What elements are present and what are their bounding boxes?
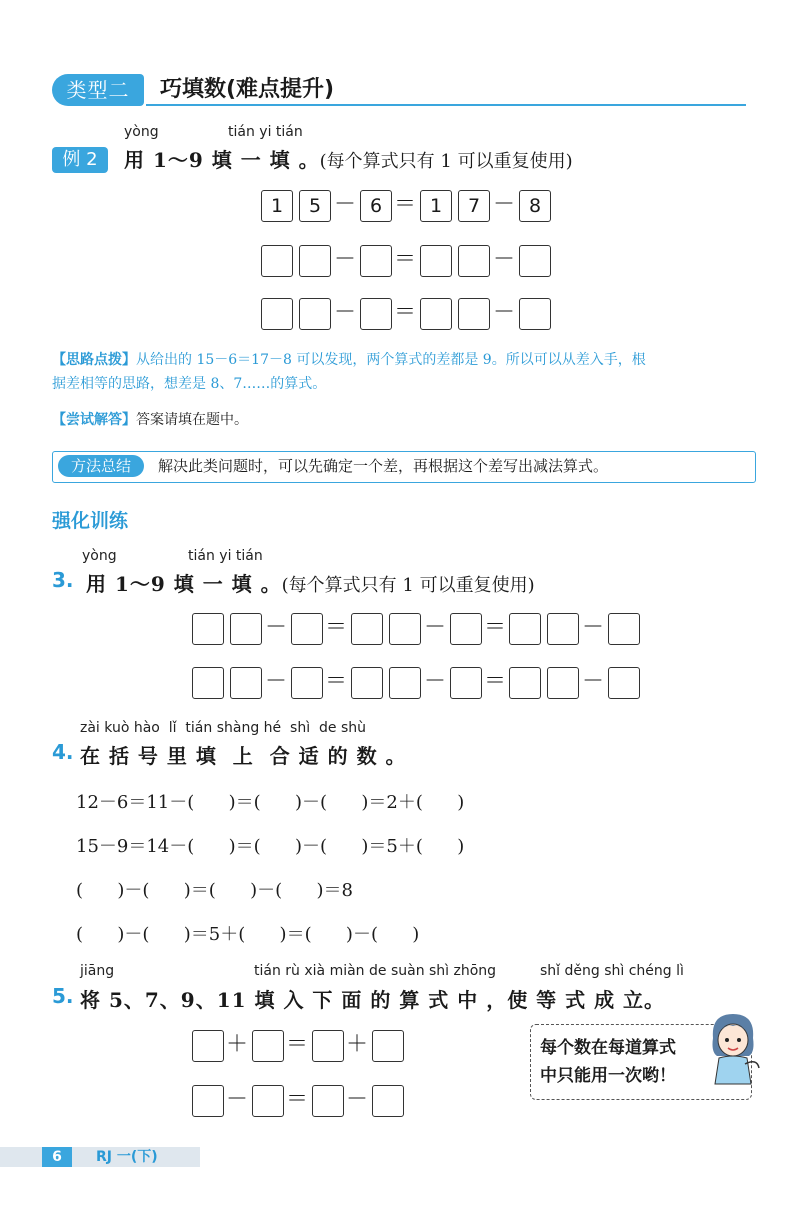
answer-box[interactable] — [299, 245, 331, 277]
example-question: 用 1～9 填 一 填 。(每个算式只有 1 可以重复使用) — [124, 148, 573, 172]
minus-sign: － — [492, 192, 515, 217]
equals-sign: ＝ — [393, 192, 416, 217]
minus-sign: － — [333, 192, 356, 217]
answer-box[interactable] — [360, 245, 392, 277]
answer-box[interactable] — [351, 667, 383, 699]
minus-sign: － — [345, 1087, 368, 1112]
answer-box[interactable] — [312, 1085, 344, 1117]
answer-box[interactable] — [608, 613, 640, 645]
answer-box[interactable] — [519, 245, 551, 277]
minus-sign: － — [581, 615, 604, 640]
minus-sign: － — [492, 300, 515, 325]
pinyin-jiang: jiāng — [80, 963, 115, 979]
answer-box[interactable] — [372, 1030, 404, 1062]
example-badge: 例 2 — [52, 147, 108, 173]
analysis-hint: 【思路点拨】从给出的 15－6＝17－8 可以发现，两个算式的差都是 9。所以可以从差入手，根 据差相等的思路，想差是 8、7……的算式。 — [52, 352, 646, 392]
answer-box[interactable] — [420, 298, 452, 330]
pinyin-tian: tián yi tián — [228, 124, 303, 140]
minus-sign: － — [333, 300, 356, 325]
answer-box[interactable] — [192, 613, 224, 645]
answer-box: 1 — [420, 190, 452, 222]
section-title: 强化训练 — [52, 510, 129, 532]
answer-hint: 【尝试解答】答案请填在题中。 — [52, 412, 248, 428]
minus-sign: － — [333, 247, 356, 272]
answer-box[interactable] — [192, 1085, 224, 1117]
pinyin-tian: tián yi tián — [188, 548, 263, 564]
footer-text: RJ 一(下) — [96, 1149, 158, 1165]
minus-sign: － — [264, 615, 287, 640]
answer-box[interactable] — [261, 298, 293, 330]
method-badge: 方法总结 — [58, 455, 144, 477]
answer-box[interactable] — [351, 613, 383, 645]
minus-sign: － — [581, 669, 604, 694]
pinyin-tian-ru: tián rù xià miàn de suàn shì zhōng — [254, 963, 497, 979]
answer-box[interactable] — [192, 1030, 224, 1062]
answer-box: 7 — [458, 190, 490, 222]
minus-sign: － — [225, 1087, 248, 1112]
answer-box[interactable] — [372, 1085, 404, 1117]
answer-box[interactable] — [509, 613, 541, 645]
page-number: 6 — [42, 1147, 72, 1167]
answer-box[interactable] — [420, 245, 452, 277]
pinyin-yong: yòng — [82, 548, 117, 564]
equals-sign: ＝ — [285, 1087, 308, 1112]
minus-sign: － — [492, 247, 515, 272]
plus-sign: ＋ — [345, 1032, 368, 1057]
question-number: 4. — [52, 740, 74, 764]
minus-sign: － — [423, 615, 446, 640]
equals-sign: ＝ — [324, 669, 347, 694]
answer-box[interactable] — [389, 667, 421, 699]
q5-question: 将 5、7、9、11 填 入 下 面 的 算 式 中 ，使 等 式 成 立。 — [80, 988, 666, 1012]
question-number: 3. — [52, 568, 74, 592]
equals-sign: ＝ — [393, 300, 416, 325]
equals-sign: ＝ — [393, 247, 416, 272]
answer-box[interactable] — [230, 667, 262, 699]
q4-equation[interactable]: ( )－( )＝5＋( )＝( )－( ) — [76, 924, 420, 945]
answer-box[interactable] — [608, 667, 640, 699]
answer-box[interactable] — [547, 613, 579, 645]
answer-box: 1 — [261, 190, 293, 222]
answer-box: 8 — [519, 190, 551, 222]
answer-box[interactable] — [252, 1030, 284, 1062]
pinyin-shi-deng: shǐ děng shì chéng lì — [540, 963, 684, 979]
answer-box[interactable] — [291, 667, 323, 699]
answer-box: 5 — [299, 190, 331, 222]
pinyin-yong: yòng — [124, 124, 159, 140]
type-title: 巧填数(难点提升) — [160, 77, 335, 102]
answer-box[interactable] — [360, 298, 392, 330]
q4-equation[interactable]: 15－9＝14－( )＝( )－( )＝5＋( ) — [76, 836, 465, 857]
answer-box[interactable] — [450, 613, 482, 645]
answer-box[interactable] — [509, 667, 541, 699]
answer-box[interactable] — [312, 1030, 344, 1062]
method-text: 解决此类问题时，可以先确定一个差，再根据这个差写出减法算式。 — [158, 457, 609, 475]
equals-sign: ＝ — [285, 1032, 308, 1057]
answer-box[interactable] — [458, 298, 490, 330]
equals-sign: ＝ — [483, 615, 506, 640]
cartoon-girl-icon — [705, 1008, 761, 1088]
q4-pinyin: zài kuò hào lǐ tián shàng hé shì de shù — [80, 720, 367, 736]
answer-box[interactable] — [261, 245, 293, 277]
q4-equation[interactable]: ( )－( )＝( )－( )＝8 — [76, 880, 353, 901]
answer-box[interactable] — [450, 667, 482, 699]
minus-sign: － — [423, 669, 446, 694]
tip-text: 每个数在每道算式 中只能用一次哟！ — [540, 1038, 676, 1086]
answer-box: 6 — [360, 190, 392, 222]
divider — [146, 104, 746, 106]
q4-question: 在 括 号 里 填 上 合 适 的 数 。 — [80, 744, 407, 768]
answer-box[interactable] — [547, 667, 579, 699]
answer-box[interactable] — [252, 1085, 284, 1117]
minus-sign: － — [264, 669, 287, 694]
answer-box[interactable] — [192, 667, 224, 699]
answer-box[interactable] — [230, 613, 262, 645]
answer-box[interactable] — [299, 298, 331, 330]
q4-equation[interactable]: 12－6＝11－( )＝( )－( )＝2＋( ) — [76, 792, 465, 813]
answer-box[interactable] — [291, 613, 323, 645]
answer-box[interactable] — [519, 298, 551, 330]
q3-question: 用 1～9 填 一 填 。(每个算式只有 1 可以重复使用) — [86, 572, 535, 596]
question-number: 5. — [52, 984, 74, 1008]
answer-box[interactable] — [458, 245, 490, 277]
answer-box[interactable] — [389, 613, 421, 645]
equals-sign: ＝ — [483, 669, 506, 694]
plus-sign: ＋ — [225, 1032, 248, 1057]
equals-sign: ＝ — [324, 615, 347, 640]
type-badge: 类型二 — [52, 74, 144, 106]
